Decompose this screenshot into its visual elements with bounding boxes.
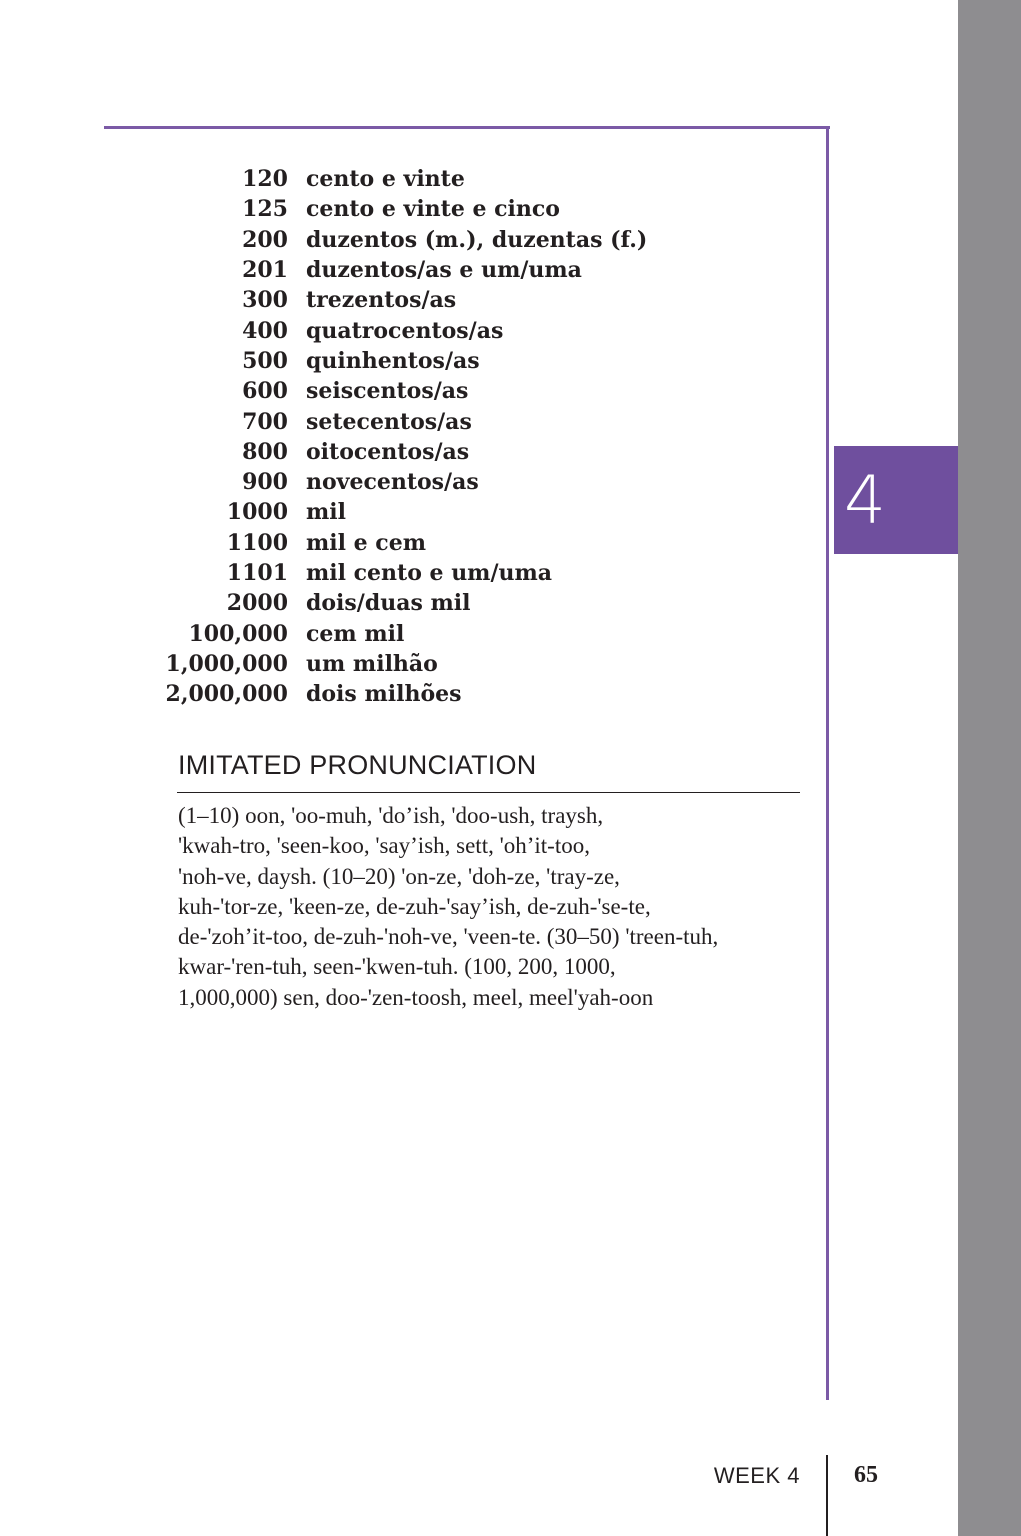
number-word: novecentos/as <box>306 469 479 496</box>
pronunciation-text <box>178 801 818 1013</box>
number-row <box>140 376 647 406</box>
number-value: 900 <box>242 469 288 496</box>
number-row <box>140 437 647 467</box>
number-row <box>140 558 647 588</box>
number-word: duzentos (m.), duzentas (f.) <box>306 226 648 253</box>
number-word: cento e vinte e cinco <box>306 196 560 223</box>
number-word: oitocentos/as <box>306 438 470 465</box>
chapter-tab: 4 <box>834 446 958 554</box>
number-value: 2000 <box>226 590 288 617</box>
number-value: 1000 <box>226 499 288 526</box>
footer-divider <box>826 1455 828 1536</box>
number-row <box>140 164 647 194</box>
number-word: quinhentos/as <box>306 347 480 374</box>
number-row <box>140 588 647 618</box>
number-word: cento e vinte <box>306 166 465 193</box>
number-row <box>140 467 647 497</box>
pronunciation-line: 1,000,000) sen, doo-'zen-toosh, meel, meel'yah-oon <box>178 984 654 1010</box>
number-word: mil e cem <box>306 529 426 556</box>
number-row <box>140 285 647 315</box>
number-value: 100,000 <box>188 620 288 647</box>
number-row <box>140 315 647 345</box>
number-word: um milhão <box>306 650 438 677</box>
side-band <box>958 0 1021 1536</box>
number-value: 1,000,000 <box>165 650 288 677</box>
number-word: mil cento e um/uma <box>306 560 553 586</box>
number-value: 300 <box>242 287 288 314</box>
page-number: 65 <box>854 1462 878 1488</box>
heading-rule <box>177 792 800 793</box>
number-word: mil <box>306 499 346 526</box>
pronunciation-line: de-'zoh’it-too, de-zuh-'noh-ve, 'veen-te. (30–50) 'treen-tuh, <box>178 924 719 950</box>
number-value: 120 <box>242 166 288 193</box>
number-word: trezentos/as <box>306 287 457 314</box>
number-list <box>140 164 647 709</box>
number-value: 400 <box>242 317 288 344</box>
number-row <box>140 225 647 255</box>
number-value: 1100 <box>226 529 288 556</box>
number-value: 500 <box>242 347 288 374</box>
number-value: 1101 <box>226 560 288 586</box>
number-row <box>140 255 647 285</box>
number-value: 700 <box>242 408 288 435</box>
pronunciation-line: 'kwah-tro, 'seen-koo, 'say’ish, sett, 'oh’it-too, <box>178 833 590 859</box>
number-value: 800 <box>242 438 288 465</box>
number-row <box>140 618 647 648</box>
top-rule <box>104 126 830 129</box>
number-row <box>140 497 647 527</box>
number-value: 600 <box>242 378 288 405</box>
pronunciation-line: kwar-'ren-tuh, seen-'kwen-tuh. (100, 200, 1000, <box>178 954 616 980</box>
number-value: 200 <box>242 226 288 253</box>
number-row <box>140 679 647 709</box>
number-word: quatrocentos/as <box>306 317 504 344</box>
number-word: dois milhões <box>306 681 462 708</box>
number-row <box>140 649 647 679</box>
number-row <box>140 346 647 376</box>
number-word: cem mil <box>306 620 405 647</box>
number-row <box>140 406 647 436</box>
number-word: dois/duas mil <box>306 590 471 617</box>
number-value: 125 <box>242 196 288 223</box>
right-rule <box>826 126 829 1400</box>
number-word: seiscentos/as <box>306 378 469 405</box>
number-word: setecentos/as <box>306 408 472 435</box>
number-value: 201 <box>242 257 288 284</box>
section-heading: IMITATED PRONUNCIATION <box>178 750 537 780</box>
number-value: 2,000,000 <box>165 681 288 708</box>
pronunciation-line: 'noh-ve, daysh. (10–20) 'on-ze, 'doh-ze, 'tray-ze, <box>178 863 620 889</box>
pronunciation-line: (1–10) oon, 'oo-muh, 'do’ish, 'doo-ush, traysh, <box>178 803 604 828</box>
number-row <box>140 528 647 558</box>
footer-week-label: WEEK 4 <box>713 1463 800 1488</box>
number-word: duzentos/as e um/uma <box>306 257 582 284</box>
pronunciation-line: kuh-'tor-ze, 'keen-ze, de-zuh-'say’ish, de-zuh-'se-te, <box>178 893 651 919</box>
number-row <box>140 194 647 224</box>
